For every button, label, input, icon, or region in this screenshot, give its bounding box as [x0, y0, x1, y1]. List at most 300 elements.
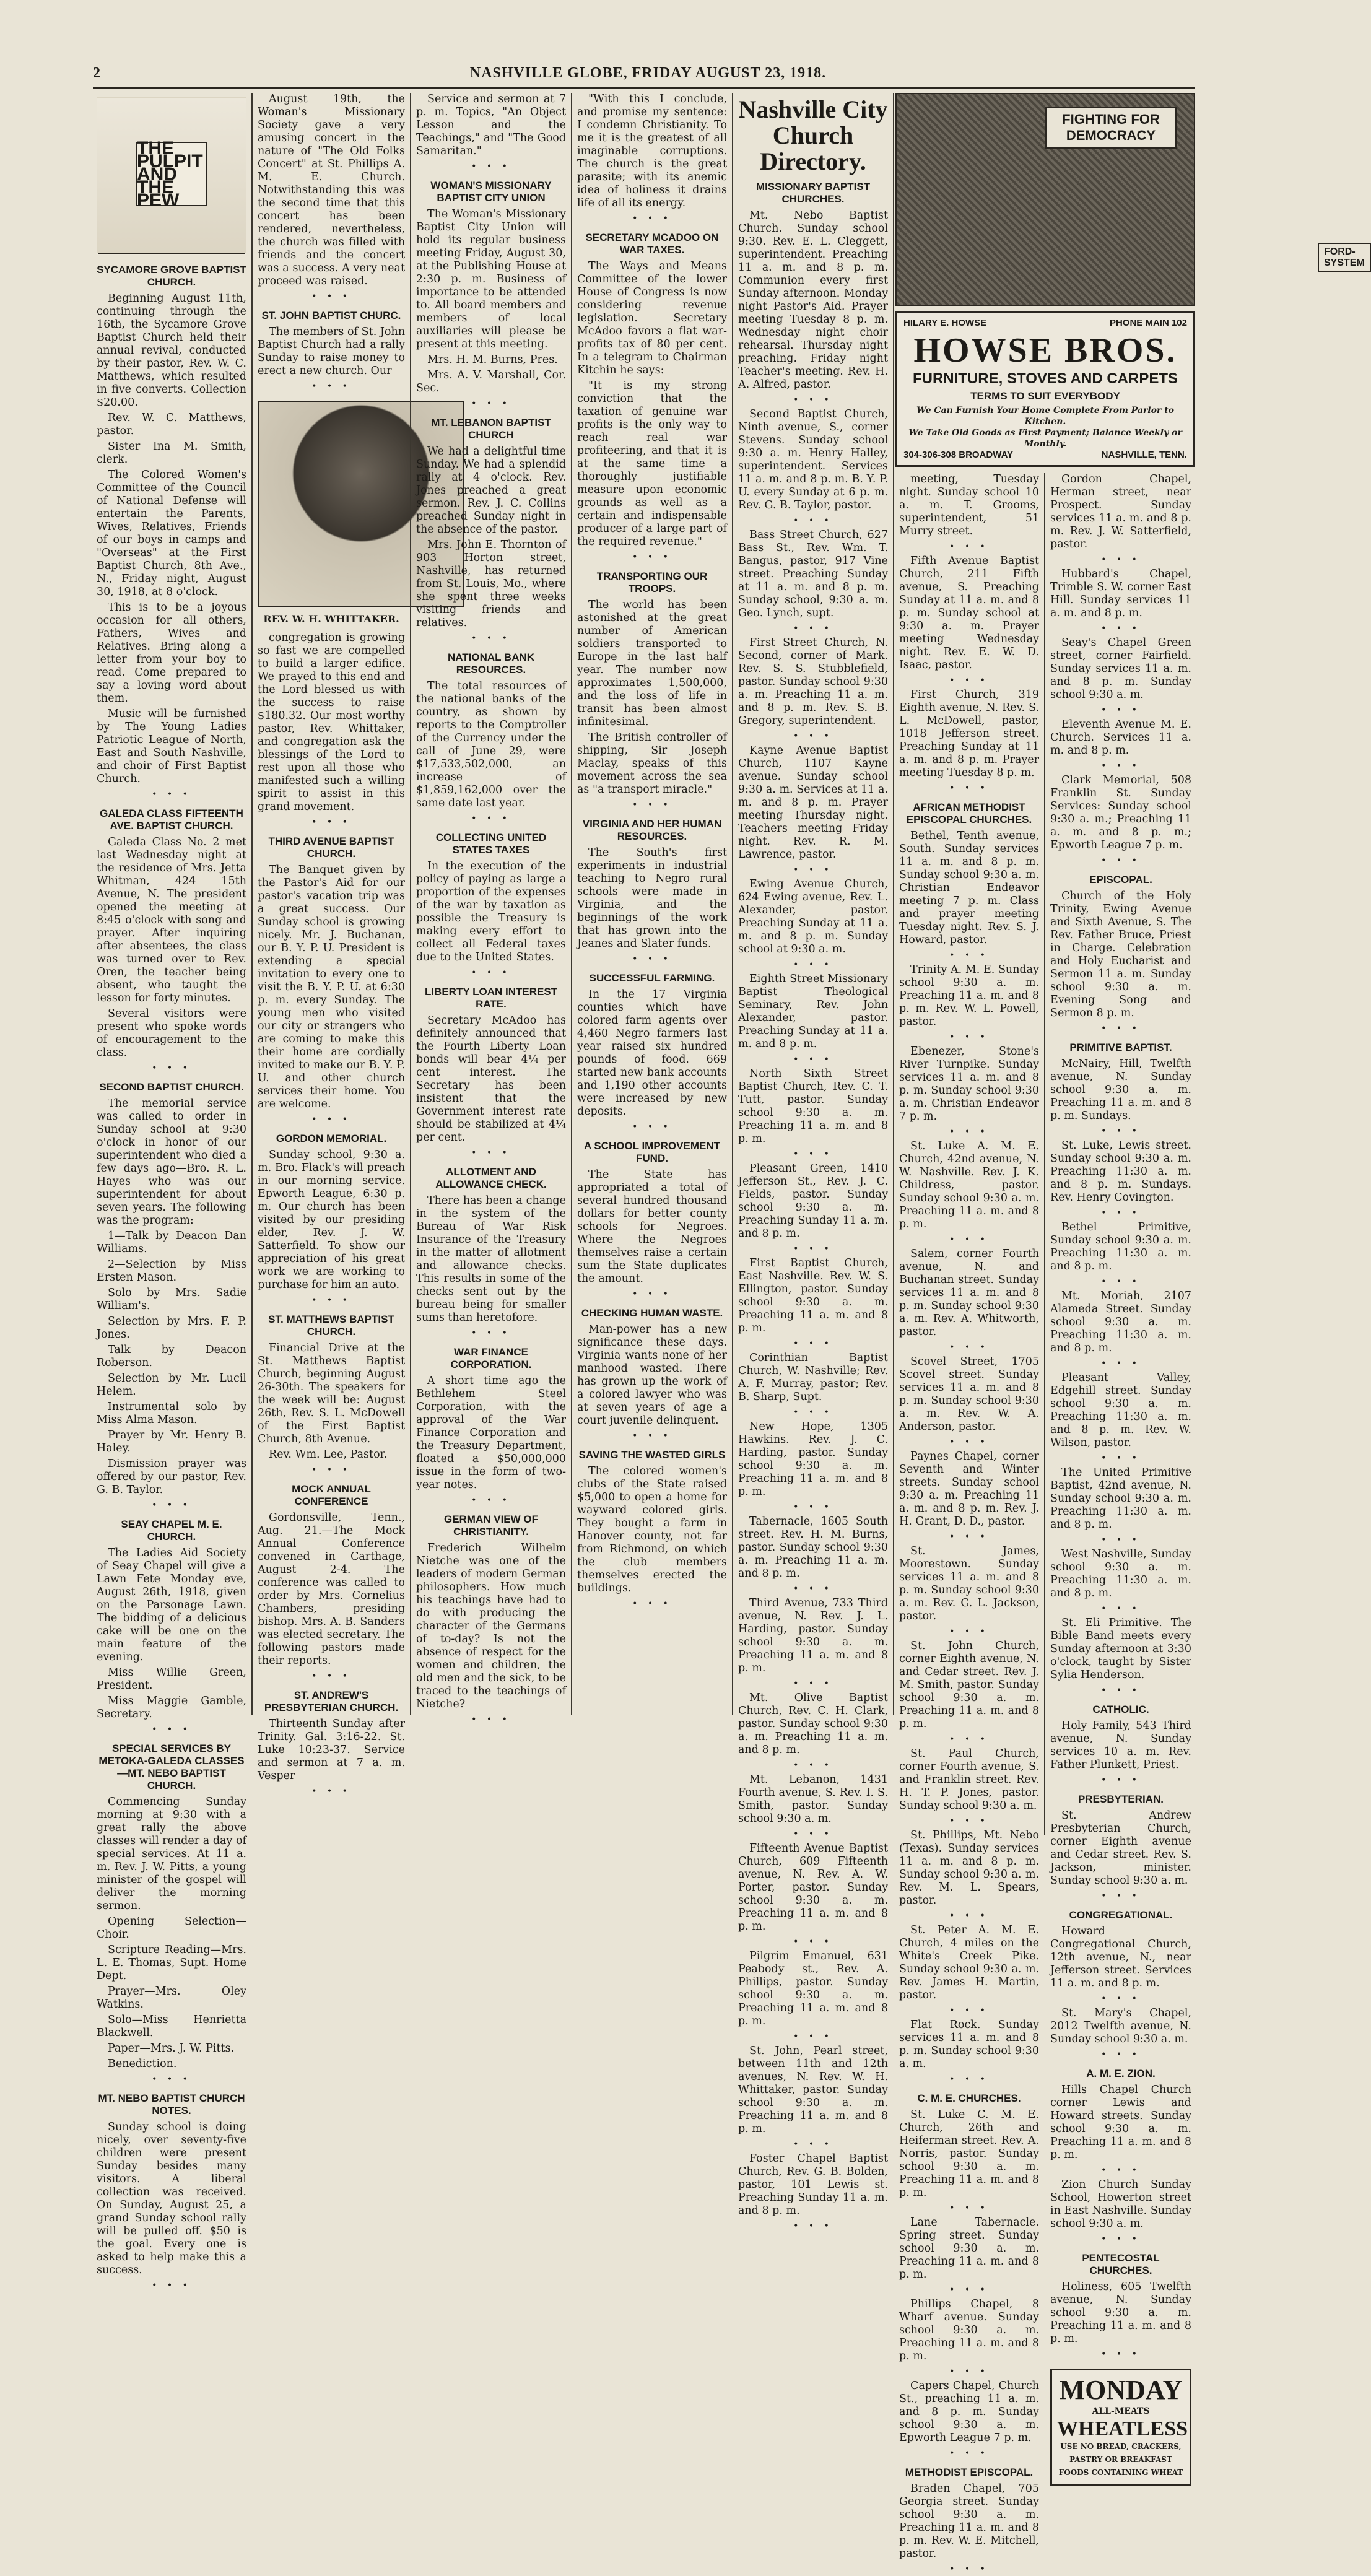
article-paragraph: In the execution of the policy of paying as large a proportion of the expenses of the war by taxation as possible the Treasury is making every effort to collect all Federal taxes due to the United States.	[416, 860, 566, 964]
article-paragraph: Selection by Mr. Lucil Helem.	[97, 1372, 246, 1398]
article-heading: ST. JOHN BAPTIST CHURC.	[261, 310, 401, 321]
article-paragraph: The South's first experiments in industrial teaching to Negro rural schools were made in Virginia, and the beginnings of the work that has grown into the Jeanes and Slater funds.	[577, 846, 727, 950]
separator: • • •	[1101, 555, 1141, 565]
directory-entry: Scovel Street, 1705 Scovel street. Sunday services 11 a. m. and 8 p. m. Sunday school 9:30 a. m. Rev. W. A. Anderson, pastor.	[899, 1355, 1039, 1433]
separator: • • •	[152, 790, 191, 799]
article-heading: MT. LEBANON BAPTIST CHURCH	[431, 417, 551, 441]
separator: • • •	[632, 1599, 672, 1609]
directory-entry: St. Phillips, Mt. Nebo (Texas). Sunday services 11 a. m. and 8 p. m. Sunday school 9:30 a. m. Rev. M. L. Spears, pastor.	[899, 1829, 1039, 1907]
directory-entry: Pilgrim Emanuel, 631 Peabody st., Rev. A. Phillips, pastor. Sunday school 9:30 a. m. Preaching 11 a. m. and 8 p. m.	[738, 1950, 888, 2027]
article-paragraph: Gordonsville, Tenn., Aug. 21.—The Mock Annual Conference convened in Carthage, August 2-4. The conference was called to order by Mrs. Cornelius Chambers, presiding bishop. Mrs. A. B. Sanders was elected secretary. The following pastors made their reports.	[258, 1512, 405, 1667]
directory-entry: Pleasant Valley, Edgehill street. Sunday school 9:30 a. m. Preaching 11:30 a. m. and 8 p. m. Rev. W. Wilson, pastor.	[1050, 1372, 1191, 1449]
directory-entry: Paynes Chapel, corner Seventh and Winter streets. Sunday school 9:30 a. m. Preaching 11 a. m. and 8 p. m. Rev. J. H. Grant, D. D., pastor.	[899, 1450, 1039, 1528]
article-paragraph: The members of St. John Baptist Church had a rally Sunday to raise money to erect a new church. Our	[258, 326, 405, 377]
article-paragraph: Frederich Wilhelm Nietche was one of the leaders of modern German philosophers. How much his teachings have had to do with producing the character of the Germans of to-day? Is not the absence of respect for the women and children, the old men and the sick, to be traced to the teachings of Nietche?	[416, 1542, 566, 1710]
wheatless-monday-ad	[1050, 2369, 1191, 2486]
separator: • • •	[793, 865, 833, 875]
ad-line-2: We Take Old Goods as First Payment; Balance Weekly or Monthly.	[908, 428, 1182, 449]
directory-entry: McNairy, Hill, Twelfth avenue, N. Sunday school 9:30 a. m. Preaching 11 a. m. and 8 p. m. Sundays.	[1050, 1058, 1191, 1122]
separator: • • •	[1101, 1024, 1141, 1033]
separator: • • •	[793, 1937, 833, 1947]
article-heading: WAR FINANCE CORPORATION.	[450, 1346, 532, 1370]
column-1	[93, 93, 250, 2291]
separator: • • •	[471, 1148, 511, 1158]
article-paragraph: Scripture Reading—Mrs. L. E. Thomas, Supt. Home Dept.	[97, 1944, 246, 1982]
directory-entry: St. Paul Church, corner Fourth avenue, S. and Franklin street. Rev. H. T. P. Jones, pastor. Sunday school 9:30 a. m.	[899, 1747, 1039, 1812]
separator: • • •	[632, 214, 672, 224]
separator: • • •	[471, 1495, 511, 1505]
separator: • • •	[1101, 2165, 1141, 2175]
directory-entry: Capers Chapel, Church St., preaching 11 a. m. and 8 p. m. Sunday school 9:30 a. m. Epworth League 7 p. m.	[899, 2380, 1039, 2444]
article-heading: ALLOTMENT AND ALLOWANCE CHECK.	[435, 1166, 547, 1190]
article-paragraph: Sunday school, 9:30 a. m. Bro. Flack's will preach in our morning service. Epworth League, 6:30 p. m. Our church has been visited by our presiding elder, Rev. J. W. Satterfield. To show our appreciation of his great work we are working to purchase for him an auto.	[258, 1149, 405, 1291]
page-number: 2	[93, 64, 101, 81]
directory-entry: Seay's Chapel Green street, corner Fairfield. Sunday services 11 a. m. and 8 p. m. Sunday school 9:30 a. m.	[1050, 637, 1191, 701]
col2-articles	[258, 93, 405, 1798]
col5-sections	[738, 181, 888, 2233]
separator: • • •	[632, 552, 672, 562]
article-paragraph: Solo—Miss Henrietta Blackwell.	[97, 2014, 246, 2039]
article-heading: CHECKING HUMAN WASTE.	[581, 1307, 723, 1319]
article-heading: WOMAN'S MISSIONARY BAPTIST CITY UNION	[430, 180, 552, 204]
separator: • • •	[949, 1532, 989, 1542]
col7-sections	[1050, 473, 1191, 2361]
separator: • • •	[311, 1295, 351, 1305]
col4-articles	[577, 93, 727, 1611]
article-paragraph: Rev. Wm. Lee, Pastor.	[269, 1448, 388, 1461]
directory-entry: Fifth Avenue Baptist Church, 211 Fifth avenue, S. Preaching Sunday at 11 a. m. and 8 p. m. Sunday school at 9:30 a. m. Prayer meeting Wednesday night. Rev. E. W. D. Isaac, pastor.	[899, 555, 1039, 671]
separator: • • •	[1101, 1535, 1141, 1545]
separator: • • •	[949, 2074, 989, 2084]
article-heading: SPECIAL SERVICES BY METOKA-GALEDA CLASSES—MT. NEBO BAPTIST CHURCH.	[98, 1743, 245, 1791]
directory-entry: St. Peter A. M. E. Church, 4 miles on the White's Creek Pike. Sunday school 9:30 a. m. Rev. James H. Martin, pastor.	[899, 1924, 1039, 2001]
pulpit-banner	[97, 97, 246, 255]
section-heading: PRESBYTERIAN.	[1078, 1793, 1164, 1805]
masthead	[93, 59, 1195, 89]
article-heading: SECOND BAPTIST CHURCH.	[99, 1081, 244, 1093]
separator: • • •	[949, 1032, 989, 1042]
article-heading: LIBERTY LOAN INTEREST RATE.	[424, 986, 558, 1010]
separator: • • •	[1101, 705, 1141, 715]
column-6	[895, 473, 1043, 2574]
separator: • • •	[793, 1829, 833, 1839]
ad-footer-row	[903, 450, 1187, 460]
col3-articles	[416, 93, 566, 1726]
article-heading: GALEDA CLASS FIFTEENTH AVE. BAPTIST CHURCH.	[100, 807, 243, 832]
separator: • • •	[793, 1339, 833, 1349]
column-rule	[251, 93, 253, 1715]
ad-brand: FORD-SYSTEM	[1318, 243, 1371, 272]
article-paragraph: Prayer by Mr. Henry B. Haley.	[97, 1429, 246, 1455]
directory-entry: St. Luke, Lewis street. Sunday school 9:30 a. m. Preaching 11:30 a. m. and 8 p. m. Sundays. Rev. Henry Covington.	[1050, 1139, 1191, 1204]
separator: • • •	[311, 1465, 351, 1475]
article-paragraph: 2—Selection by Miss Ersten Mason.	[97, 1258, 246, 1284]
separator: • • •	[632, 954, 672, 964]
ad-line-1: We Can Furnish Your Home Complete From Parlor to Kitchen.	[916, 406, 1174, 427]
directory-entry: Second Baptist Church, Ninth avenue, S., corner Stevens. Sunday school 9:30 a. m. Henry Halley, superintendent. Services 11 a. m. and 8 p. m. B. Y. P. U. every Sunday at 6 p. m. Rev. G. B. Taylor, pastor.	[738, 408, 888, 511]
directory-entry: St. John Church, corner Eighth avenue, N. and Cedar street. Rev. J. M. Smith, pastor. Sunday school 9:30 a. m. Preaching 11 a. m. and 8 p. m.	[899, 1640, 1039, 1730]
directory-entry: Braden Chapel, 705 Georgia street. Sunday school 9:30 a. m. Preaching 11 a. m. and 8 p. m. Rev. W. E. Mitchell, pastor.	[899, 2482, 1039, 2560]
separator: • • •	[1101, 761, 1141, 771]
article-paragraph: Talk by Deacon Roberson.	[97, 1344, 246, 1369]
section-heading: PRIMITIVE BAPTIST.	[1069, 1042, 1172, 1053]
separator: • • •	[949, 783, 989, 793]
separator: • • •	[1101, 1994, 1141, 2004]
separator: • • •	[471, 1328, 511, 1338]
article-paragraph: Music will be furnished by The Young Ladies Patriotic League of North, East and South Nashville, and choir of First Baptist Church.	[97, 708, 246, 785]
column-7	[1047, 473, 1195, 2477]
separator: • • •	[1101, 1775, 1141, 1785]
article-paragraph: The memorial service was called to order in Sunday school at 9:30 o'clock in honor of our superintendent who died a few days ago—Bro. R. L. Hayes who was our superintendent for about seven years. The following was the program:	[97, 1097, 246, 1227]
article-paragraph: Mrs. John E. Thornton of 903 Horton street, Nashville, has returned from St. Louis, Mo., where she spent three weeks visiting friends and relatives.	[416, 539, 566, 629]
article-paragraph: The total resources of the national banks of the country, as shown by reports to the Comptroller of the Currency under the call of June 29, were $17,533,502,000, an increase of $1,859,162,000 over the same date last year.	[416, 680, 566, 809]
article-heading: ST. MATTHEWS BAPTIST CHURCH.	[268, 1313, 394, 1338]
article-paragraph: The State has appropriated a total of several hundred thousand dollars for better county schools for Negroes. Where the Negroes themselves raise a certain sum the State duplicates the amount.	[577, 1168, 727, 1285]
directory-entry: St. Andrew Presbyterian Church, corner Eighth avenue and Cedar street. Rev. S. Jackson, minister. Sunday school 9:30 a. m.	[1050, 1809, 1191, 1887]
ad-city: NASHVILLE, TENN.	[1101, 450, 1187, 460]
separator: • • •	[949, 2564, 989, 2574]
article-paragraph: Opening Selection—Choir.	[97, 1915, 246, 1941]
separator: • • •	[793, 1055, 833, 1064]
directory-entry: meeting, Tuesday night. Sunday school 10 a. m. T. Grooms, superintendent, 51 Murry street.	[899, 473, 1039, 537]
separator: • • •	[471, 1715, 511, 1725]
directory-entry: Tabernacle, 1605 South street. Rev. H. M. Burns, pastor. Sunday school 9:30 a. m. Preaching 11 a. m. and 8 p. m.	[738, 1515, 888, 1580]
article-paragraph: Instrumental solo by Miss Alma Mason.	[97, 1401, 246, 1426]
monday-sub: ALL-MEATS	[1092, 2406, 1150, 2416]
ad-company-name: HOWSE BROS.	[913, 331, 1177, 370]
article-paragraph: The world has been astonished at the great number of American soldiers transported to Europe in the last half year. The number now approximates 1,500,000, and the loss of life in transit has been almost infinitesimal.	[577, 599, 727, 728]
separator: • • •	[949, 1734, 989, 1744]
article-heading: MOCK ANNUAL CONFERENCE	[292, 1483, 371, 1507]
article-paragraph: Man-power has a new significance these days. Virginia wants none of her manhood wasted. There has grown up the work of a colored lawyer who was at seven years of age a court juvenile delinquent.	[577, 1323, 727, 1427]
article-heading: SECRETARY MCADOO ON WAR TAXES.	[585, 232, 719, 256]
ad-phone: PHONE MAIN 102	[1109, 318, 1187, 328]
article-paragraph: This is to be a joyous occasion for all others, Fathers, Wives and Relatives. Bring along a letter from your boy to read. Come prepared to say a loving word about them.	[97, 601, 246, 705]
separator: • • •	[1101, 1359, 1141, 1368]
separator: • • •	[949, 1911, 989, 1921]
separator: • • •	[632, 1289, 672, 1299]
directory-entry: First Street Church, N. Second, corner of Mark. Rev. S. S. Stubblefield, pastor. Sunday school 9:30 a. m. Preaching 11 a. m. and 8 p. m. Rev. S. B. Gregory, superintendent.	[738, 637, 888, 727]
separator: • • •	[793, 1584, 833, 1594]
separator: • • •	[949, 951, 989, 960]
article-paragraph: Prayer—Mrs. Oley Watkins.	[97, 1985, 246, 2011]
section-heading: CONGREGATIONAL.	[1069, 1909, 1173, 1921]
column-3	[412, 93, 570, 1725]
separator: • • •	[949, 2203, 989, 2213]
separator: • • •	[949, 1235, 989, 1245]
separator: • • •	[471, 814, 511, 824]
article-paragraph: Sister Ina M. Smith, clerk.	[97, 440, 246, 466]
article-paragraph: "With this I conclude, and promise my sentence: I condemn Christianity. To me it is the greatest of all imaginable corruptions. The church is the great parasite; with its anemic idea of holiness it drains life of all its energy.	[577, 93, 727, 209]
section-heading: PENTECOSTAL CHURCHES.	[1082, 2252, 1160, 2276]
directory-entry: St. Eli Primitive. The Bible Band meets every Sunday afternoon at 3:30 o'clock, taught by Sister Sylia Henderson.	[1050, 1617, 1191, 1681]
separator: • • •	[471, 968, 511, 978]
section-heading: C. M. E. CHURCHES.	[917, 2092, 1021, 2104]
separator: • • •	[1101, 1686, 1141, 1695]
separator: • • •	[949, 2367, 989, 2377]
separator: • • •	[1101, 624, 1141, 633]
separator: • • •	[311, 1671, 351, 1681]
article-paragraph: Beginning August 11th, continuing through the 16th, the Sycamore Grove Baptist Church held their annual revival, conducted by their pastor, Rev. W. C. Matthews, which resulted in five converts. Collection $20.00.	[97, 292, 246, 409]
column-4	[573, 93, 731, 1715]
separator: • • •	[311, 381, 351, 391]
column-5	[734, 93, 892, 2231]
article-paragraph: "It is my strong conviction that the taxation of genuine war profits is the only way to reach real war profiteering, and that it is at the same time a thoroughly justifiable measure upon economic grounds as well as a certain and indispensable producer of a large part of the required revenue."	[577, 380, 727, 548]
directory-entry: Foster Chapel Baptist Church, Rev. G. B. Bolden, pastor, 101 Lewis st. Preaching Sunday 11 a. m. and 8 p. m.	[738, 2152, 888, 2217]
ad-address: 304-306-308 BROADWAY	[903, 450, 1014, 460]
separator: • • •	[311, 292, 351, 302]
article-heading: GORDON MEMORIAL.	[276, 1133, 387, 1144]
section-heading: AFRICAN METHODIST EPISCOPAL CHURCHES.	[906, 801, 1032, 825]
directory-entry: St. Luke C. M. E. Church, 26th and Heiferman street. Rev. A. Norris, pastor. Sunday school 9:30 a. m. Preaching 11 a. m. and 8 p. m.	[899, 2108, 1039, 2199]
separator: • • •	[949, 1342, 989, 1352]
directory-entry: Gordon Chapel, Herman street, near Prospect. Sunday services 11 a. m. and 8 p. m. Rev. J. W. Satterfield, pastor.	[1050, 473, 1191, 550]
separator: • • •	[1101, 1208, 1141, 1218]
portrait-caption: REV. W. H. WHITTAKER.	[263, 613, 399, 625]
article-heading: SYCAMORE GROVE BAPTIST CHURCH.	[97, 264, 246, 288]
section-heading: METHODIST EPISCOPAL.	[905, 2466, 1034, 2478]
ad-terms: TERMS TO SUIT EVERYBODY	[970, 390, 1120, 402]
article-paragraph: 1—Talk by Deacon Dan Williams.	[97, 1230, 246, 1255]
directory-entry: Holy Family, 543 Third avenue, N. Sunday services 10 a. m. Rev. Father Plunkett, Priest.	[1050, 1720, 1191, 1771]
separator: • • •	[949, 1816, 989, 1826]
monday-title: WHEATLESS	[1057, 2417, 1188, 2440]
directory-entry: Hubbard's Chapel, Trimble S. W. corner East Hill. Sunday services 11 a. m. and 8 p. m.	[1050, 568, 1191, 619]
separator: • • •	[1101, 2050, 1141, 2060]
separator: • • •	[1101, 2234, 1141, 2244]
article-paragraph: The colored women's clubs of the State raised $5,000 to open a home for wayward colored girls. They bought a farm in Hanover county, not far from Richmond, on which the club members themselves erected the buildings.	[577, 1465, 727, 1595]
directory-entry: Mt. Lebanon, 1431 Fourth avenue, S. Rev. I. S. Smith, pastor. Sunday school 9:30 a. m.	[738, 1773, 888, 1825]
separator: • • •	[1101, 1277, 1141, 1287]
ad-slogan: FIGHTING FOR DEMOCRACY	[1045, 107, 1177, 149]
separator: • • •	[1101, 856, 1141, 866]
article-paragraph: The Banquet given by the Pastor's Aid for our pastor's vacation trip was a great success. Our Sunday school is growing nicely. Mr. J. Buchanan, our B. Y. P. U. President is extending a special invitation to every one to visit the B. Y. P. U. at 6:30 p. m. every Sunday. The young men who visited our city or strangers who are coming to make this their home are cordially invited to make our B. Y. P. U. and other church services their home. You are welcome.	[258, 864, 405, 1110]
article-paragraph: August 19th, the Woman's Missionary Society gave a very amusing concert in the nature of "The Old Folks Concert" at St. Phillips A. M. E. Church. Notwithstanding this was the second time that this concert has been rendered, nevertheless, the church was filled with friends and the concert was a success. A very neat proceed was raised.	[258, 93, 405, 287]
ford-advertisement	[895, 93, 1365, 306]
article-paragraph: Commencing Sunday morning at 9:30 with a great rally the above classes will render a day of special services. At 11 a. m. Rev. J. W. Pitts, a young minister of the gospel will deliver the morning sermon.	[97, 1796, 246, 1912]
right-block	[895, 93, 1365, 2574]
howse-advertisement	[895, 311, 1195, 467]
article-paragraph: Benediction.	[108, 2058, 177, 2070]
section-heading: EPISCOPAL.	[1089, 874, 1152, 886]
separator: • • •	[949, 2448, 989, 2458]
column-grid	[93, 93, 1365, 2574]
separator: • • •	[311, 817, 351, 827]
directory-entry: Salem, corner Fourth avenue, N. and Buchanan street. Sunday services 11 a. m. and 8 p. m. Sunday school 9:30 a. m. Rev. A. Whitworth, pastor.	[899, 1248, 1039, 1338]
directory-entry: Pleasant Green, 1410 Jefferson St., Rev. J. C. Fields, pastor. Sunday school 9:30 a. m. Preaching Sunday 11 a. m. and 8 p. m.	[738, 1162, 888, 1240]
article-paragraph: Sunday school is doing nicely, over seventy-five children were present Sunday besides many visitors. A liberal collection was received. On Sunday, August 25, a grand Sunday school rally will be pulled off. $50 is the goal. Every one is asked to help make this a success.	[97, 2121, 246, 2276]
directory-entry: Eighth Street Missionary Baptist Theological Seminary, Rev. John Alexander, pastor. Preaching Sunday at 11 a. m. and 8 p. m.	[738, 973, 888, 1050]
directory-title: Nashville City Church Directory.	[738, 95, 888, 175]
article-paragraph: Financial Drive at the St. Matthews Baptist Church, beginning August 26-30th. The speakers for the week will be: August 26th, Rev. S. L. McDowell of the First Baptist Church, 8th Avenue.	[258, 1342, 405, 1445]
article-paragraph: Mrs. H. M. Burns, Pres.	[427, 354, 558, 366]
article-heading: SAVING THE WASTED GIRLS	[578, 1449, 726, 1461]
article-heading: TRANSPORTING OUR TROOPS.	[596, 570, 708, 594]
separator: • • •	[1101, 1891, 1141, 1901]
article-paragraph: Dismission prayer was offered by our pastor, Rev. G. B. Taylor.	[97, 1458, 246, 1496]
article-heading: NATIONAL BANK RESOURCES.	[447, 651, 535, 676]
article-paragraph: Galeda Class No. 2 met last Wednesday night at the residence of Mrs. Jetta Whitman, 424 15th Avenue, N. The president opened the meeting at 8:45 o'clock with song and prayer. After inquiring after absentees, the class was turned over to Rev. Oren, the teacher being absent, who taught the lesson for forty minutes.	[97, 836, 246, 1004]
article-paragraph: Mrs. A. V. Marshall, Cor. Sec.	[416, 369, 566, 394]
article-paragraph: Miss Maggie Gamble, Secretary.	[97, 1695, 246, 1720]
article-paragraph: Secretary McAdoo has definitely announced that the Fourth Liberty Loan bonds will bear 4¼ per cent interest. The Secretary has been insistent that the Government interest rate should be stabilized at 4¼ per cent.	[416, 1014, 566, 1144]
directory-entry: New Hope, 1305 Hawkins. Rev. J. C. Harding, pastor. Sunday school 9:30 a. m. Preaching 11 a. m. and 8 p. m.	[738, 1421, 888, 1498]
column-rule	[410, 93, 411, 1715]
directory-entry: Mt. Olive Baptist Church, Rev. C. H. Clark, pastor. Sunday school 9:30 a. m. Preaching 11 a. m. and 8 p. m.	[738, 1692, 888, 1756]
separator: • • •	[632, 1122, 672, 1132]
banner-title: THE PULPIT AND THE PEW	[136, 142, 207, 206]
article-heading: ST. ANDREW'S PRESBYTERIAN CHURCH.	[264, 1689, 399, 1713]
directory-entry: Bethel Primitive, Sunday school 9:30 a. m. Preaching 11:30 a. m. and 8 p. m.	[1050, 1221, 1191, 1273]
article-heading: THIRD AVENUE BAPTIST CHURCH.	[268, 835, 394, 859]
directory-entry: Church of the Holy Trinity, Ewing Avenue and Sixth Avenue, S. The Rev. Father Bruce, Priest in Charge. Celebration and Holy Eucharist and Sermon 11 a. m. Sunday school 9:30 a. m. Evening Song and Sermon 8 p. m.	[1050, 890, 1191, 1019]
directory-entry: Mt. Nebo Baptist Church. Sunday school 9:30. Rev. E. L. Cleggett, superintendent. Preaching 11 a. m. and 8 p. m. Communion every first Sunday afternoon. Monday night Pastor's Aid. Prayer meeting Tuesday 8 p. m. Wednesday night choir rehearsal. Thursday night preaching. Friday night Teacher's meeting. Rev. H. A. Alfred, pastor.	[738, 209, 888, 391]
directory-entry: Trinity A. M. E. Sunday school 9:30 a. m. Preaching 11 a. m. and 8 p. m. Rev. W. L. Powell, pastor.	[899, 964, 1039, 1028]
column-rule	[893, 93, 894, 1715]
column-2	[254, 93, 409, 1796]
directory-entry: Eleventh Avenue M. E. Church. Services 11 a. m. and 8 p. m.	[1050, 718, 1191, 757]
separator: • • •	[949, 1127, 989, 1137]
directory-entry: Ewing Avenue Church, 624 Ewing avenue, Rev. L. Alexander, pastor. Preaching Sunday at 11 a. m. and 8 p. m. Sunday school at 9:30 a. m.	[738, 878, 888, 955]
separator: • • •	[793, 1679, 833, 1689]
article-paragraph: Several visitors were present who spoke words of encouragement to the class.	[97, 1007, 246, 1059]
separator: • • •	[793, 1244, 833, 1254]
directory-entry: West Nashville, Sunday school 9:30 a. m. Preaching 11:30 a. m. and 8 p. m.	[1050, 1548, 1191, 1599]
directory-entry: St. Mary's Chapel, 2012 Twelfth avenue, N. Sunday school 9:30 a. m.	[1050, 2007, 1191, 2045]
directory-entry: St. John, Pearl street, between 11th and 12th avenues, N. Rev. W. H. Whittaker, pastor. Sunday school 9:30 a. m. Preaching 11 a. m. and 8 p. m.	[738, 2045, 888, 2135]
directory-entry: Fifteenth Avenue Baptist Church, 609 Fifteenth avenue, N. Rev. A. W. Porter, pastor. Sunday school 9:30 a. m. Preaching 11 a. m. and 8 p. m.	[738, 1842, 888, 1933]
directory-entry: Corinthian Baptist Church, W. Nashville; Rev. A. F. Murray, pastor; Rev. B. Sharp, Supt.	[738, 1352, 888, 1403]
column-rule	[1044, 473, 1045, 1835]
article-paragraph: Thirteenth Sunday after Trinity. Gal. 3:16-22. St. Luke 10:23-37. Service and sermon at 7 a. m. Vesper	[258, 1718, 405, 1782]
col1-articles	[97, 264, 246, 2292]
article-paragraph: Solo by Mrs. Sadie William's.	[97, 1287, 246, 1312]
separator: • • •	[471, 399, 511, 409]
separator: • • •	[793, 395, 833, 405]
directory-entry: Phillips Chapel, 8 Wharf avenue. Sunday school 9:30 a. m. Preaching 11 a. m. and 8 p. m.	[899, 2298, 1039, 2362]
separator: • • •	[1101, 1126, 1141, 1136]
separator: • • •	[949, 1437, 989, 1447]
directory-entry: Mt. Moriah, 2107 Alameda Street. Sunday school 9:30 a. m. Preaching 11:30 a. m. and 8 p. m.	[1050, 1290, 1191, 1354]
article-paragraph: We had a delightful time Sunday. We had a splendid rally at 4 o'clock. Rev. Jones preached a great sermon. Rev. J. C. Collins preached Sunday night in the absence of the pastor.	[416, 445, 566, 536]
separator: • • •	[793, 1149, 833, 1159]
separator: • • •	[632, 800, 672, 810]
article-heading: SUCCESSFUL FARMING.	[589, 972, 715, 984]
separator: • • •	[1101, 1604, 1141, 1614]
article-paragraph: The Colored Women's Committee of the Council of National Defense will entertain the Parents, Wives, Relatives, Friends of our boys in camps and "Overseas" at the First Baptist Church, 8th Ave., N., Friday night, August 30, 1918, at 8 o'clock.	[97, 469, 246, 598]
separator: • • •	[793, 624, 833, 633]
directory-entry: Clark Memorial, 508 Franklin St. Sunday Services: Sunday school 9:30 a. m.; Preaching 11 a. m. and 8 p. m.; Epworth League 7 p. m.	[1050, 774, 1191, 851]
separator: • • •	[1101, 1453, 1141, 1463]
separator: • • •	[949, 542, 989, 552]
directory-entry: North Sixth Street Baptist Church, Rev. C. T. Tutt, pastor. Sunday school 9:30 a. m. Preaching 11 a. m. and 8 p. m.	[738, 1068, 888, 1145]
col6-sections	[899, 473, 1039, 2576]
separator: • • •	[949, 676, 989, 685]
column-rule	[571, 93, 572, 1715]
separator: • • •	[632, 1431, 672, 1441]
directory-entry: St. James, Moorestown. Sunday services 11 a. m. and 8 p. m. Sunday school 9:30 a. m. Rev. G. L. Jackson, pastor.	[899, 1545, 1039, 1622]
ad-owner: HILARY E. HOWSE	[903, 318, 987, 328]
column-rule	[732, 93, 733, 1715]
article-paragraph: There has been a change in the system of the Bureau of War Risk Insurance of the Treasury in the matter of allotment and allowance checks. This results in some of the checks sent out by the bureau being for smaller sums than heretofore.	[416, 1194, 566, 1324]
separator: • • •	[793, 1408, 833, 1417]
article-paragraph: The Ways and Means Committee of the lower House of Congress is now considering revenue legislation. Secretary McAdoo favors a flat war-profits tax of 80 per cent. In a telegram to Chairman Kitchin he says:	[577, 260, 727, 376]
directory-entry: Hills Chapel Church corner Lewis and Howard streets. Sunday school 9:30 a. m. Preaching 11 a. m. and 8 p. m.	[1050, 2084, 1191, 2161]
article-paragraph: The Woman's Missionary Baptist City Union will hold its regular business meeting Friday, August 30, at the Publishing House at 2:30 p. m. Business of importance to be attended to. All board members and members of local auxiliaries will please be present at this meeting.	[416, 208, 566, 350]
directory-entry: St. Luke A. M. E. Church, 42nd avenue, N. W. Nashville. Rev. J. K. Childress, pastor. Sunday school 9:30 a. m. Preaching 11 a. m. and 8 p. m.	[899, 1140, 1039, 1230]
directory-continued	[895, 473, 1195, 2574]
separator: • • •	[793, 516, 833, 526]
article-heading: A SCHOOL IMPROVEMENT FUND.	[583, 1140, 721, 1164]
separator: • • •	[152, 1725, 191, 1734]
directory-entry: Zion Church Sunday School, Howerton street in East Nashville. Sunday school 9:30 a. m.	[1050, 2178, 1191, 2230]
article-paragraph: Miss Willie Green, President.	[97, 1666, 246, 1692]
separator: • • •	[311, 1115, 351, 1125]
article-paragraph: The British controller of shipping, Sir Joseph Maclay, speaks of this movement across the sea as "a transport miracle."	[577, 731, 727, 796]
separator: • • •	[311, 1786, 351, 1796]
directory-entry: Flat Rock. Sunday services 11 a. m. and 8 p. m. Sunday school 9:30 a. m.	[899, 2019, 1039, 2070]
article-paragraph: Service and sermon at 7 p. m. Topics, "An Object Lesson and the Teachings," and "The Good Samaritan."	[416, 93, 566, 157]
directory-entry: Holiness, 605 Twelfth avenue, N. Sunday school 9:30 a. m. Preaching 11 a. m. and 8 p. m.	[1050, 2281, 1191, 2345]
article-paragraph: A short time ago the Bethlehem Steel Corporation, with the approval of the War Finance Corporation and the Treasury Department, floated a $50,000,000 issue in the form of two-year notes.	[416, 1375, 566, 1491]
ad-header-row	[903, 318, 1187, 328]
section-heading: MISSIONARY BAPTIST CHURCHES.	[755, 181, 871, 205]
separator: • • •	[793, 2032, 833, 2042]
separator: • • •	[152, 1063, 191, 1073]
section-heading: A. M. E. ZION.	[1086, 2068, 1156, 2079]
monday-day: MONDAY	[1059, 2375, 1183, 2405]
directory-entry: First Church, 319 Eighth avenue, N. Rev. S. L. McDowell, pastor, 1018 Jefferson street. Preaching Sunday at 11 a. m. and 8 p. m. Prayer meeting Tuesday 8 p. m.	[899, 689, 1039, 779]
article-heading: SEAY CHAPEL M. E. CHURCH.	[121, 1518, 222, 1543]
article-paragraph: congregation is growing so fast we are compelled to build a larger edifice. We prayed to this end and the Lord blessed us with the success to raise $180.32. Our most worthy pastor, Rev. Whittaker, and congregation ask the blessings of the Lord to rest upon all those who manifested such a willing spirit to assist in this grand movement.	[258, 632, 405, 813]
directory-entry: Kayne Avenue Baptist Church, 1107 Kayne avenue. Sunday school 9:30 a. m. Services at 11 a. m. and 8 p. m. Prayer meeting Thursday night. Teachers meeting Friday night. Rev. R. M. Lawrence, pastor.	[738, 744, 888, 861]
article-paragraph: In the 17 Virginia counties which have colored farm agents over 4,460 Negro farmers last year raised six hundred pounds of food. 669 started new bank accounts and 1,190 other accounts were increased by new deposits.	[577, 988, 727, 1118]
article-paragraph: The Ladies Aid Society of Seay Chapel will give a Lawn Fete Monday eve, August 26th, 1918, given on the Parsonage Lawn. The bidding of a delicious cake will be one on the main feature of the evening.	[97, 1547, 246, 1663]
separator: • • •	[793, 2139, 833, 2149]
article-paragraph: Rev. W. C. Matthews, pastor.	[97, 412, 246, 437]
article-heading: COLLECTING UNITED STATES TAXES	[435, 832, 547, 856]
separator: • • •	[793, 731, 833, 741]
separator: • • •	[152, 2074, 191, 2084]
article-paragraph: Selection by Mrs. F. P. Jones.	[97, 1315, 246, 1341]
directory-entry: Bass Street Church, 627 Bass St., Rev. Wm. T. Bangus, pastor, 917 Vine street. Preaching Sunday at 11 a. m. and 8 p. m. Sunday school, 9:30 a. m. Geo. Lynch, supt.	[738, 529, 888, 619]
separator: • • •	[793, 2221, 833, 2231]
directory-entry: Third Avenue, 733 Third avenue, N. Rev. J. L. Harding, pastor. Sunday school 9:30 a. m. Preaching 11 a. m. and 8 p. m.	[738, 1597, 888, 1674]
article-heading: VIRGINIA AND HER HUMAN RESOURCES.	[582, 818, 722, 842]
separator: • • •	[949, 2006, 989, 2016]
separator: • • •	[793, 1502, 833, 1512]
page-title: NASHVILLE GLOBE, FRIDAY AUGUST 23, 1918.	[469, 64, 827, 81]
section-heading: CATHOLIC.	[1092, 1704, 1149, 1715]
separator: • • •	[793, 1760, 833, 1770]
separator: • • •	[949, 1627, 989, 1637]
directory-entry: The United Primitive Baptist, 42nd avenue, N. Sunday school 9:30 a. m. Preaching 11:30 a. m. and 8 p. m.	[1050, 1466, 1191, 1531]
directory-entry: Ebenezer, Stone's River Turnpike. Sunday services 11 a. m. and 8 p. m. Sunday school 9:30 a. m. Christian Endeavor 7 p. m.	[899, 1045, 1039, 1123]
article-heading: MT. NEBO BAPTIST CHURCH NOTES.	[98, 2092, 245, 2117]
directory-entry: Lane Tabernacle. Spring street. Sunday school 9:30 a. m. Preaching 11 a. m. and 8 p. m.	[899, 2216, 1039, 2281]
separator: • • •	[152, 1500, 191, 1510]
article-heading: GERMAN VIEW OF CHRISTIANITY.	[443, 1513, 539, 1538]
separator: • • •	[471, 162, 511, 172]
separator: • • •	[793, 960, 833, 970]
separator: • • •	[152, 2281, 191, 2291]
directory-entry: Bethel, Tenth avenue, South. Sunday services 11 a. m. and 8 p. m. Sunday school 9:30 a. m. Christian Endeavor meeting 7 p. m. Class and prayer meeting Tuesday night. Rev. S. J. Howard, pastor.	[899, 830, 1039, 946]
directory-entry: Howard Congregational Church, 12th avenue, N., near Jefferson street. Services 11 a. m. and 8 p. m.	[1050, 1925, 1191, 1990]
monday-note: USE NO BREAD, CRACKERS, PASTRY OR BREAKFAST FOODS CONTAINING WHEAT	[1058, 2442, 1183, 2477]
separator: • • •	[949, 2285, 989, 2295]
separator: • • •	[1101, 2349, 1141, 2359]
ad-subtitle: FURNITURE, STOVES AND CARPETS	[912, 370, 1178, 387]
